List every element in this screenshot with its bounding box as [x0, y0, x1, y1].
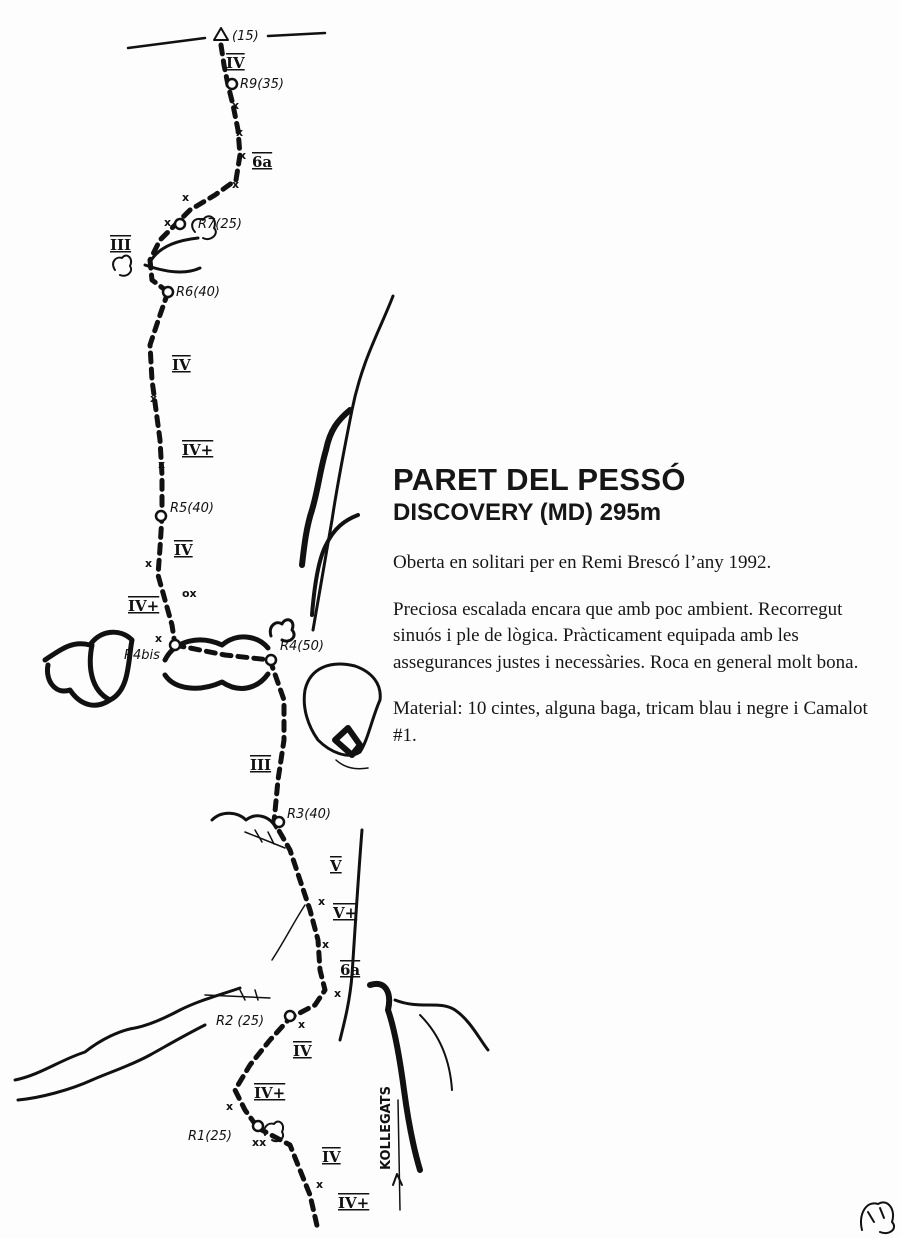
svg-text:x: x — [232, 99, 240, 112]
grade-label: IV — [322, 1148, 341, 1166]
slope-hatching — [205, 990, 270, 1000]
grade-label: IV+ — [338, 1194, 370, 1212]
gully-right-wall — [395, 1000, 488, 1050]
road-line — [398, 1100, 400, 1210]
grade-label: IV+ — [182, 441, 214, 459]
svg-text:x: x — [316, 1178, 324, 1191]
belay-label-r2: R2 (25) — [216, 1014, 265, 1029]
gully-detail — [420, 1015, 452, 1090]
belay-r5 — [156, 511, 166, 521]
route-description-text: Preciosa escalada encara que amb poc ambient. Recorregut sinuós i ple de lògica. Pràcticament equipada amb les assegurances justes i necessàries. Roca en general molt bona. — [393, 598, 859, 673]
gear-list-text: Material: 10 cintes, alguna baga, tricam blau i negre i Camalot #1. — [393, 698, 868, 746]
svg-text:x: x — [155, 632, 163, 645]
grade-label: 6a — [340, 961, 361, 979]
road-label: KOLLEGATS — [379, 1086, 394, 1170]
belay-label-r6: R6(40) — [176, 285, 220, 300]
belay-label-r7: R7(25) — [198, 217, 242, 232]
ledge-r3 — [212, 813, 276, 828]
slab-edge — [272, 905, 305, 960]
boulder-shadow — [335, 728, 360, 755]
belay-r1 — [253, 1121, 263, 1131]
road-arrow-icon — [393, 1174, 402, 1185]
svg-text:x: x — [236, 126, 244, 139]
summit-icon — [214, 28, 228, 40]
svg-text:x: x — [239, 149, 247, 162]
belay-label-r4: R4(50) — [280, 639, 324, 654]
grade-label: IV+ — [254, 1084, 286, 1102]
svg-text:x: x — [334, 987, 342, 1000]
route-info-panel — [393, 462, 883, 749]
boulder — [304, 664, 380, 755]
route-line-start — [258, 1128, 318, 1230]
belay-r3 — [274, 817, 284, 827]
grade-label: IV — [174, 541, 193, 559]
first-ascent-text: Oberta en solitari per en Remi Brescó l’any 1992. — [393, 552, 772, 573]
belay-r9 — [227, 79, 237, 89]
svg-text:x: x — [182, 191, 190, 204]
belay-label-r5: R5(40) — [170, 501, 214, 516]
svg-text:xx: xx — [252, 1136, 267, 1149]
svg-text:x: x — [226, 1100, 234, 1113]
grade-label: III — [250, 756, 272, 774]
grade-label: IV+ — [128, 597, 160, 615]
tree-icon-left — [113, 256, 131, 276]
belay-label-r9: R9(35) — [240, 77, 284, 92]
belay-r2 — [285, 1011, 295, 1021]
grade-label: III — [110, 236, 132, 254]
svg-text:x: x — [145, 557, 153, 570]
svg-text:x: x — [298, 1018, 306, 1031]
cliff-edge-lower — [340, 830, 362, 1040]
grade-label: IV — [293, 1042, 312, 1060]
belay-r6 — [163, 287, 173, 297]
ridge-line-right — [268, 33, 325, 36]
grade-label: V — [330, 857, 342, 875]
belay-label-r3: R3(40) — [287, 807, 331, 822]
ridge-line-left — [128, 38, 205, 48]
crag-title: PARET DEL PESSÓ — [393, 462, 686, 497]
grade-label: IV — [172, 356, 191, 374]
tree-icon-r4 — [270, 620, 294, 641]
svg-text:x: x — [318, 895, 326, 908]
svg-text:x: x — [322, 938, 330, 951]
svg-text:ox: ox — [182, 587, 197, 600]
belay-r4bis — [170, 640, 180, 650]
gully-left-wall — [370, 984, 420, 1170]
summit-label: (15) — [232, 29, 259, 44]
svg-text:x: x — [150, 392, 158, 405]
grade-label: V+ — [333, 904, 358, 922]
belay-label-r1: R1(25) — [188, 1129, 232, 1144]
grade-label: IV — [226, 54, 245, 72]
belay-label-r4bis: R4bis — [124, 648, 160, 663]
route-subtitle: DISCOVERY (MD) 295m — [393, 499, 662, 526]
grade-label: 6a — [252, 153, 273, 171]
svg-text:x: x — [164, 216, 172, 229]
belay-r4 — [266, 655, 276, 665]
svg-text:x: x — [232, 178, 240, 191]
belay-r7 — [175, 219, 185, 229]
boulder-base — [336, 760, 368, 769]
svg-text:x: x — [158, 458, 166, 471]
bush-left — [45, 632, 132, 705]
artist-signature-icon — [861, 1202, 894, 1233]
